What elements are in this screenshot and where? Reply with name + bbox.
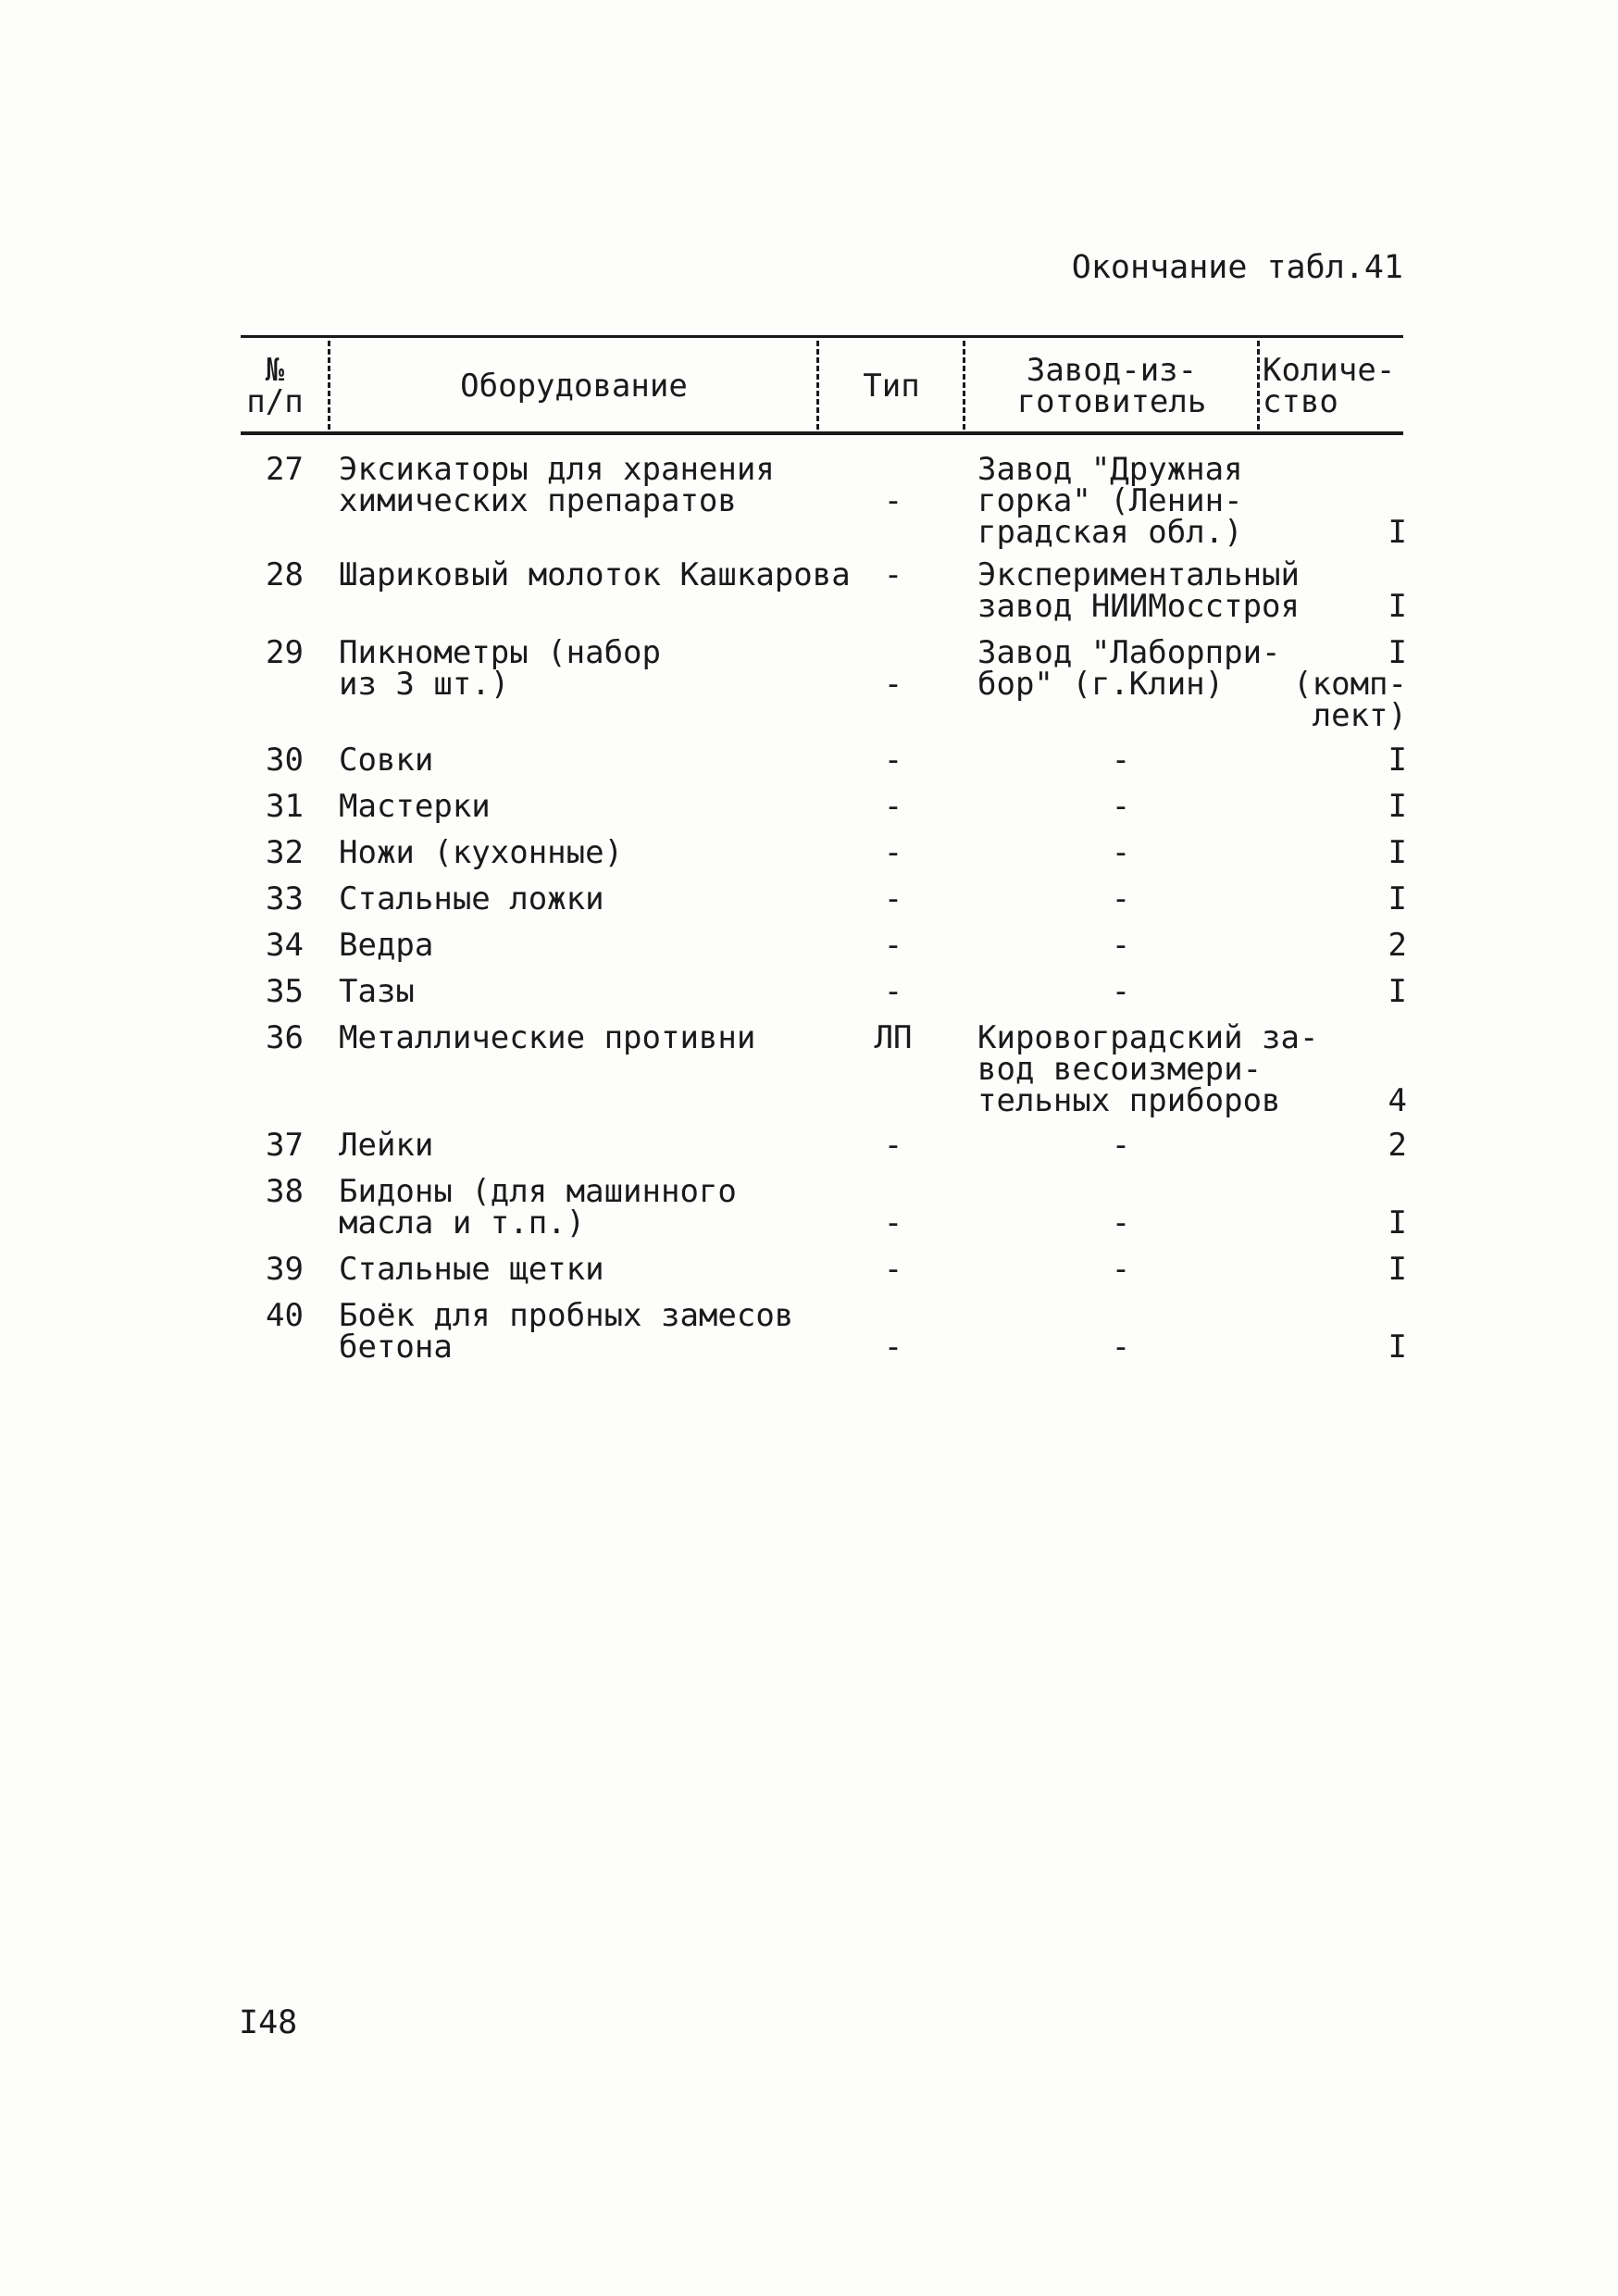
table-header-rule [241, 431, 1403, 435]
row-type: - [883, 927, 903, 964]
row-equipment: Лейки [339, 1127, 434, 1164]
row-equipment: Стальные ложки [339, 880, 604, 917]
row-equipment: Ножи (кухонные) [339, 834, 624, 871]
row-number: 40 [266, 1297, 304, 1334]
row-manufacturer: Кировоградский за- вод весоизмери- тельных приборов [977, 1019, 1319, 1119]
row-equipment: Мастерки [339, 788, 491, 825]
row-type: - [883, 482, 903, 519]
header-divider [1257, 341, 1260, 430]
row-type: - [883, 973, 903, 1010]
row-number: 27 [266, 451, 304, 488]
header-num: № п/п [246, 352, 304, 420]
row-quantity: I [1388, 834, 1407, 871]
row-number: 33 [266, 880, 304, 917]
row-number: 32 [266, 834, 304, 871]
row-type: - [883, 742, 903, 779]
row-quantity: I [1388, 588, 1407, 625]
row-equipment: Тазы [339, 973, 415, 1010]
row-type: - [883, 1204, 903, 1242]
row-manufacturer: - [1111, 1127, 1131, 1164]
row-equipment: Совки [339, 742, 434, 779]
row-quantity: I [1388, 1204, 1407, 1242]
header-divider [963, 341, 965, 430]
row-type: - [883, 788, 903, 825]
row-manufacturer: Завод "Дружная горка" (Ленин- градская обл.) [977, 451, 1243, 551]
row-quantity: I [1388, 880, 1407, 917]
header-divider [816, 341, 819, 430]
row-quantity: 2 [1388, 927, 1407, 964]
row-quantity: 4 [1388, 1082, 1407, 1119]
header-type: Тип [863, 368, 920, 405]
row-type: - [883, 1127, 903, 1164]
row-equipment: Шариковый молоток Кашкарова [339, 556, 851, 593]
page-number: I48 [239, 2004, 298, 2041]
row-type: - [883, 834, 903, 871]
table-caption: Окончание табл.41 [1071, 249, 1403, 286]
row-type: - [883, 666, 903, 703]
row-number: 29 [266, 634, 304, 671]
row-quantity: 2 [1388, 1127, 1407, 1164]
row-manufacturer: - [1111, 788, 1131, 825]
row-quantity: I [1388, 1251, 1407, 1288]
row-number: 35 [266, 973, 304, 1010]
row-number: 36 [266, 1019, 304, 1056]
row-type: - [883, 880, 903, 917]
row-manufacturer: - [1111, 973, 1131, 1010]
row-quantity: I [1388, 973, 1407, 1010]
row-equipment: Ведра [339, 927, 434, 964]
row-manufacturer: - [1111, 1204, 1131, 1242]
table-top-rule [241, 335, 1403, 338]
row-quantity: I [1388, 514, 1407, 551]
row-number: 31 [266, 788, 304, 825]
row-type: - [883, 1329, 903, 1366]
header-divider [328, 341, 330, 430]
row-manufacturer: - [1111, 927, 1131, 964]
row-number: 34 [266, 927, 304, 964]
row-type: - [883, 556, 903, 593]
row-manufacturer: Завод "Лаборпри- бор" (г.Клин) [977, 634, 1281, 703]
header-equipment: Оборудование [460, 368, 688, 405]
row-manufacturer: - [1111, 880, 1131, 917]
row-equipment: Металлические противни [339, 1019, 756, 1056]
row-equipment: Эксикаторы для хранения химических препаратов [339, 451, 775, 519]
row-number: 37 [266, 1127, 304, 1164]
row-quantity: I [1388, 742, 1407, 779]
row-manufacturer: - [1111, 834, 1131, 871]
header-manufacturer: Завод-из- готовитель [1016, 352, 1207, 420]
row-type: ЛП [874, 1019, 913, 1056]
row-quantity: I [1388, 1329, 1407, 1366]
row-equipment: Боёк для пробных замесов бетона [339, 1297, 794, 1366]
row-quantity: I [1388, 788, 1407, 825]
row-number: 28 [266, 556, 304, 593]
row-manufacturer: - [1111, 742, 1131, 779]
row-type: - [883, 1251, 903, 1288]
row-manufacturer: - [1111, 1251, 1131, 1288]
row-equipment: Пикнометры (набор из 3 шт.) [339, 634, 661, 703]
row-manufacturer: Экспериментальный завод НИИМосстроя [977, 556, 1300, 625]
row-equipment: Стальные щетки [339, 1251, 604, 1288]
row-equipment: Бидоны (для машинного масла и т.п.) [339, 1173, 737, 1242]
row-quantity: I (комп- лект) [1293, 634, 1407, 734]
row-number: 39 [266, 1251, 304, 1288]
row-manufacturer: - [1111, 1329, 1131, 1366]
row-number: 30 [266, 742, 304, 779]
header-quantity: Количе- ство [1263, 352, 1396, 420]
row-number: 38 [266, 1173, 304, 1210]
